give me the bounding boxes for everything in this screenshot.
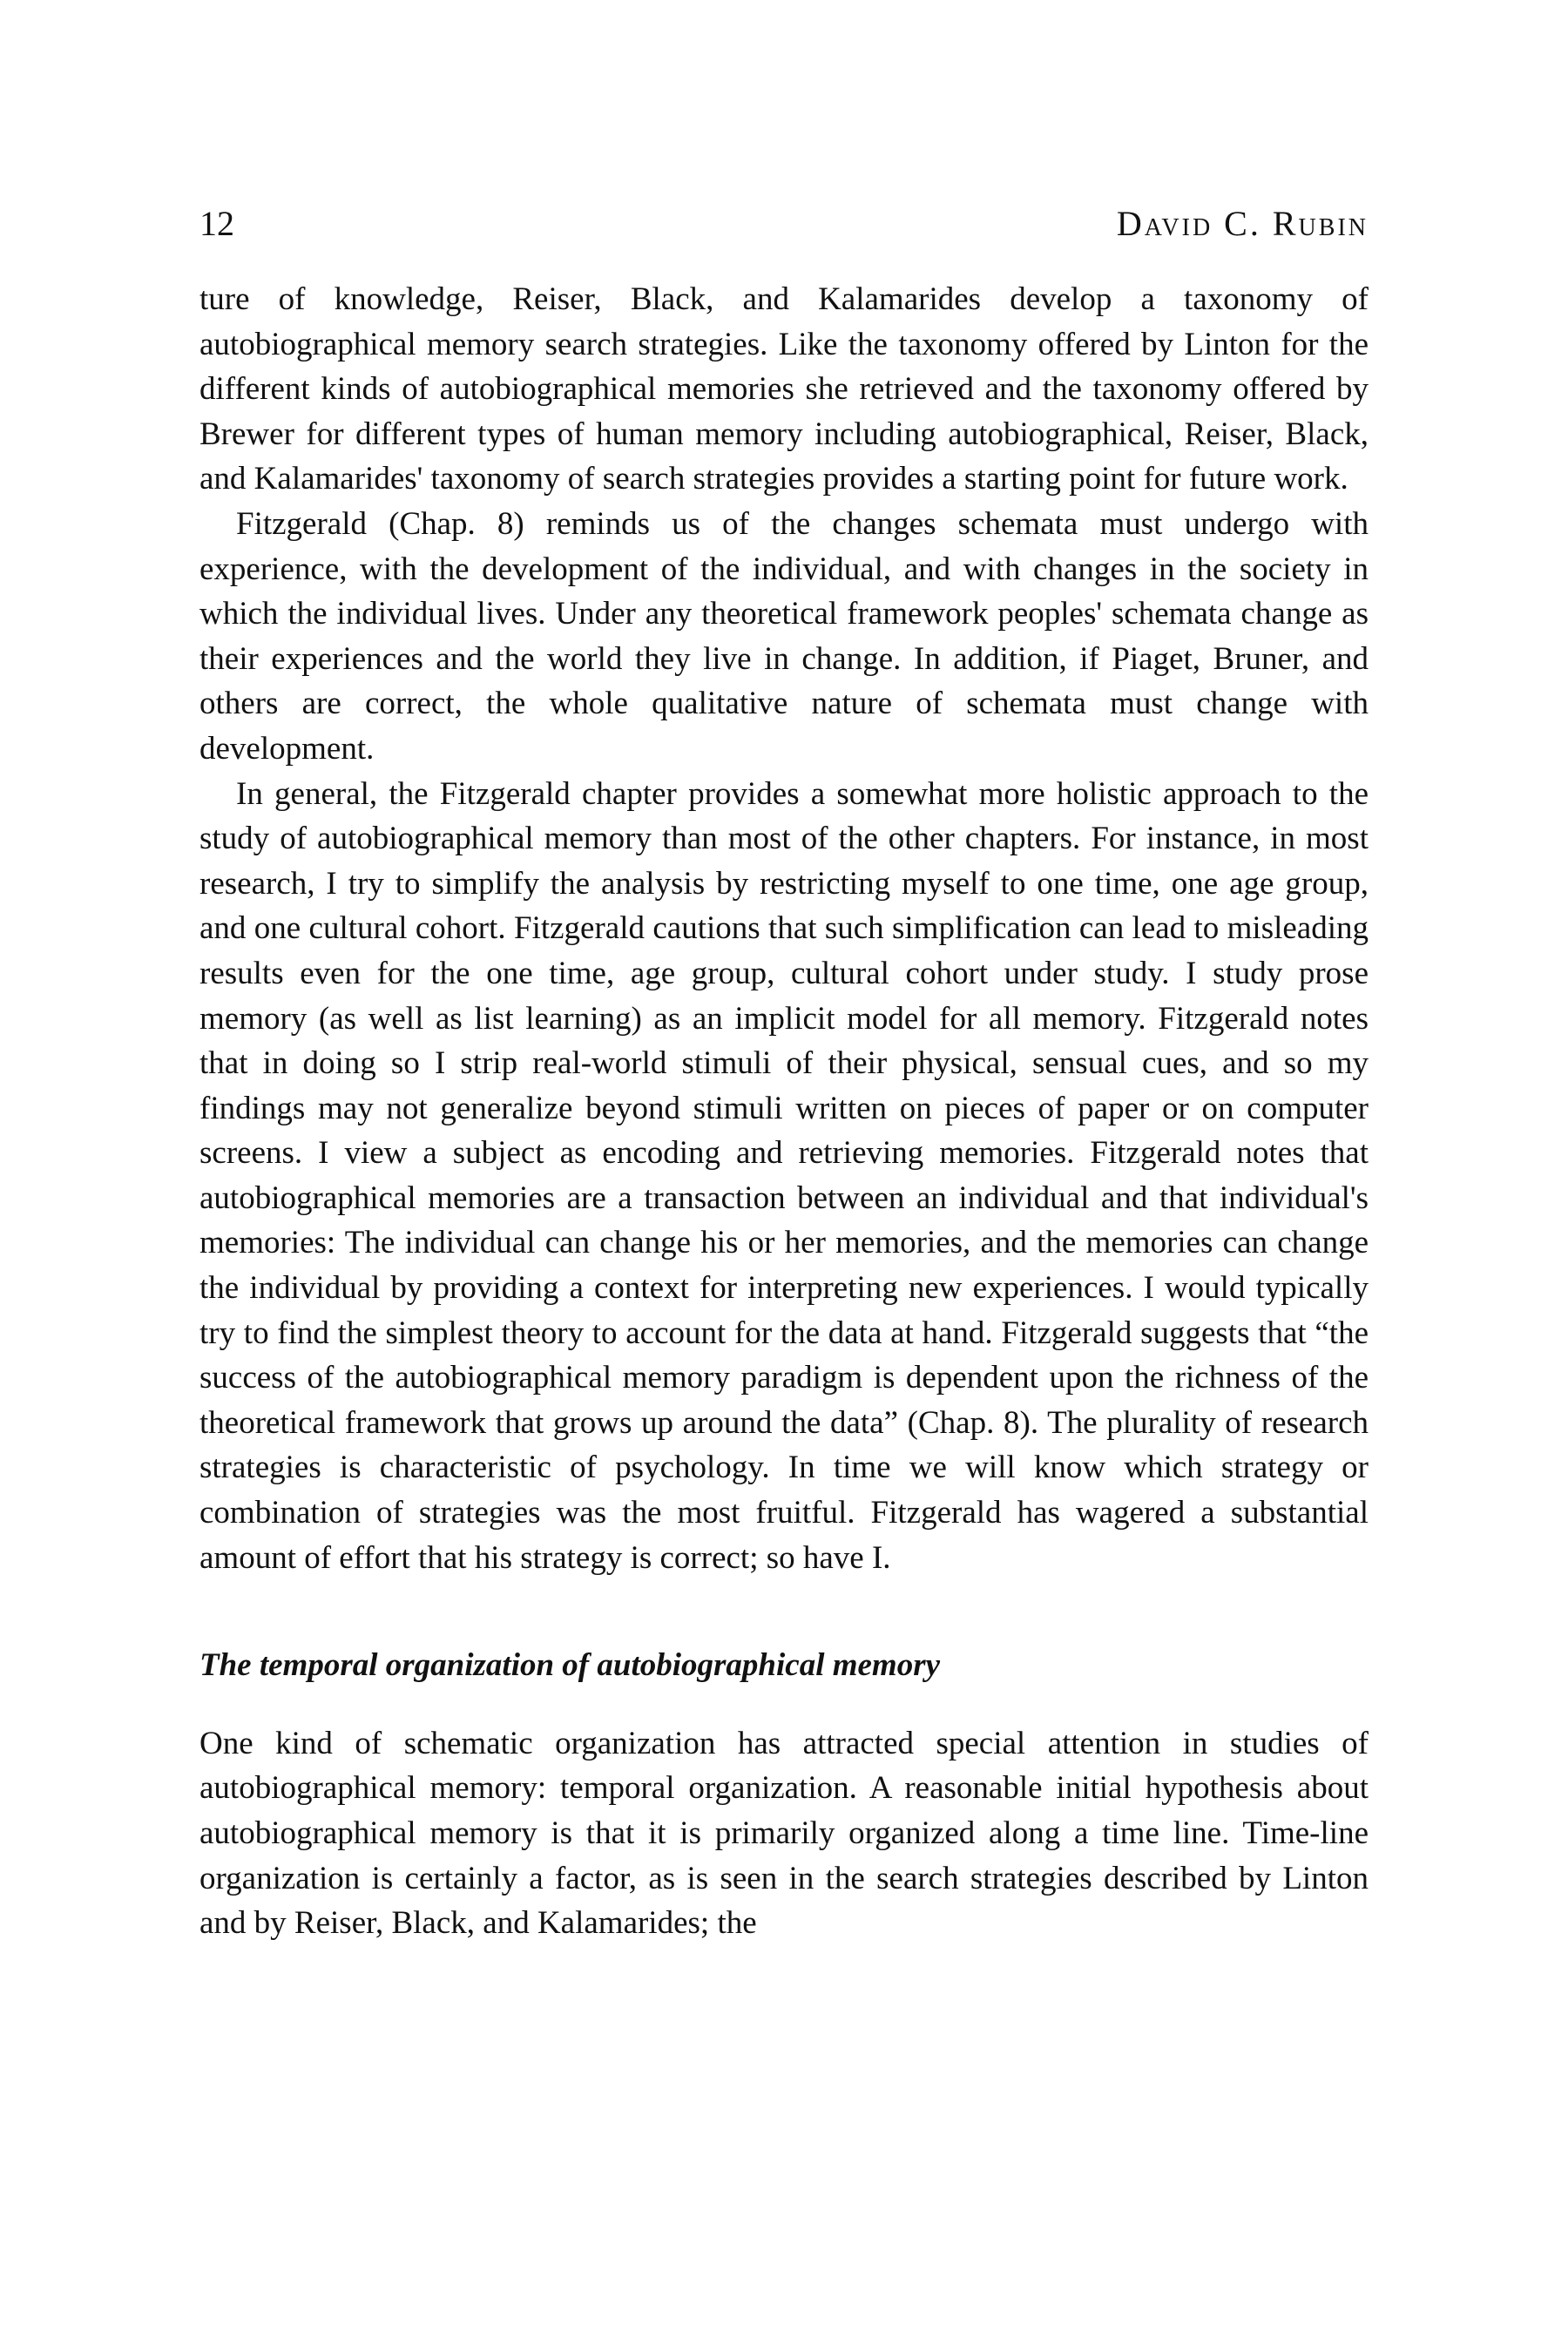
body-text [199,277,1369,1946]
running-head [199,202,1369,254]
paragraph-holistic-approach: In general, the Fitzgerald chapter provides a somewhat more holistic approach to the study of autobiographical memory than most of the other chapters. For instance, in most research, I try to simplify the analysis by restricting myself to one time, one age group, and one cultural cohort. Fitzgerald cautions that such simplification can lead to misleading results even for the one time, age group, cultural cohort under study. I study prose memory (as well as list learning) as an implicit model for all memory. Fitzgerald notes that in doing so I strip real-world stimuli of their physical, sensual cues, and so my findings may not generalize beyond stimuli written on pieces of paper or on computer screens. I view a subject as encoding and retrieving memories. Fitzgerald notes that autobiographical memories are a transaction between an individual and that individual's memories: The individual can change his or her memories, and the memories can change the individual by providing a context for interpreting new experiences. I would typically try to find the simplest theory to account for the data at hand. Fitzgerald suggests that “the success of the autobiographical memory paradigm is dependent upon the richness of the theoretical framework that grows up around the data” (Chap. 8). The plurality of research strategies is characteristic of psychology. In time we will know which strategy or combination of strategies was the most fruitful. Fitzgerald has wagered a substantial amount of effort that his strategy is correct; so have I. [199,775,1369,1576]
section-heading: The temporal organization of autobiographical memory [199,1647,941,1684]
paragraph-fitzgerald-schemata: Fitzgerald (Chap. 8) reminds us of the changes schemata must undergo with experience, with the development of the individual, and with changes in the society in which the individual lives. Under any theoretical framework peoples' schemata change as their experiences and the world they live in change. In addition, if Piaget, Bruner, and others are correct, the whole qualitative nature of schemata must change with development. [199,505,1369,767]
paragraph-temporal-organization: One kind of schematic organization has attracted special attention in studies of autobiographical memory: temporal organization. A reasonable initial hypothesis about autobiographical memory is that it is primarily organized along a time line. Time-line organization is certainly a factor, as is seen in the search strategies described by Linton and by Reiser, Black, and Kalamarides; the [199,1725,1369,1942]
paragraph-continued: ture of knowledge, Reiser, Black, and Kalamarides develop a taxonomy of autobiographical memory search strategies. Like the taxonomy offered by Linton for the different kinds of autobiographical memories she retrieved and the taxonomy offered by Brewer for different types of human memory including autobiographical, Reiser, Black, and Kalamarides' taxonomy of search strategies provides a starting point for future work. [199,281,1369,497]
running-head-author: David C. Rubin [1116,204,1369,243]
page-number: 12 [199,204,234,243]
